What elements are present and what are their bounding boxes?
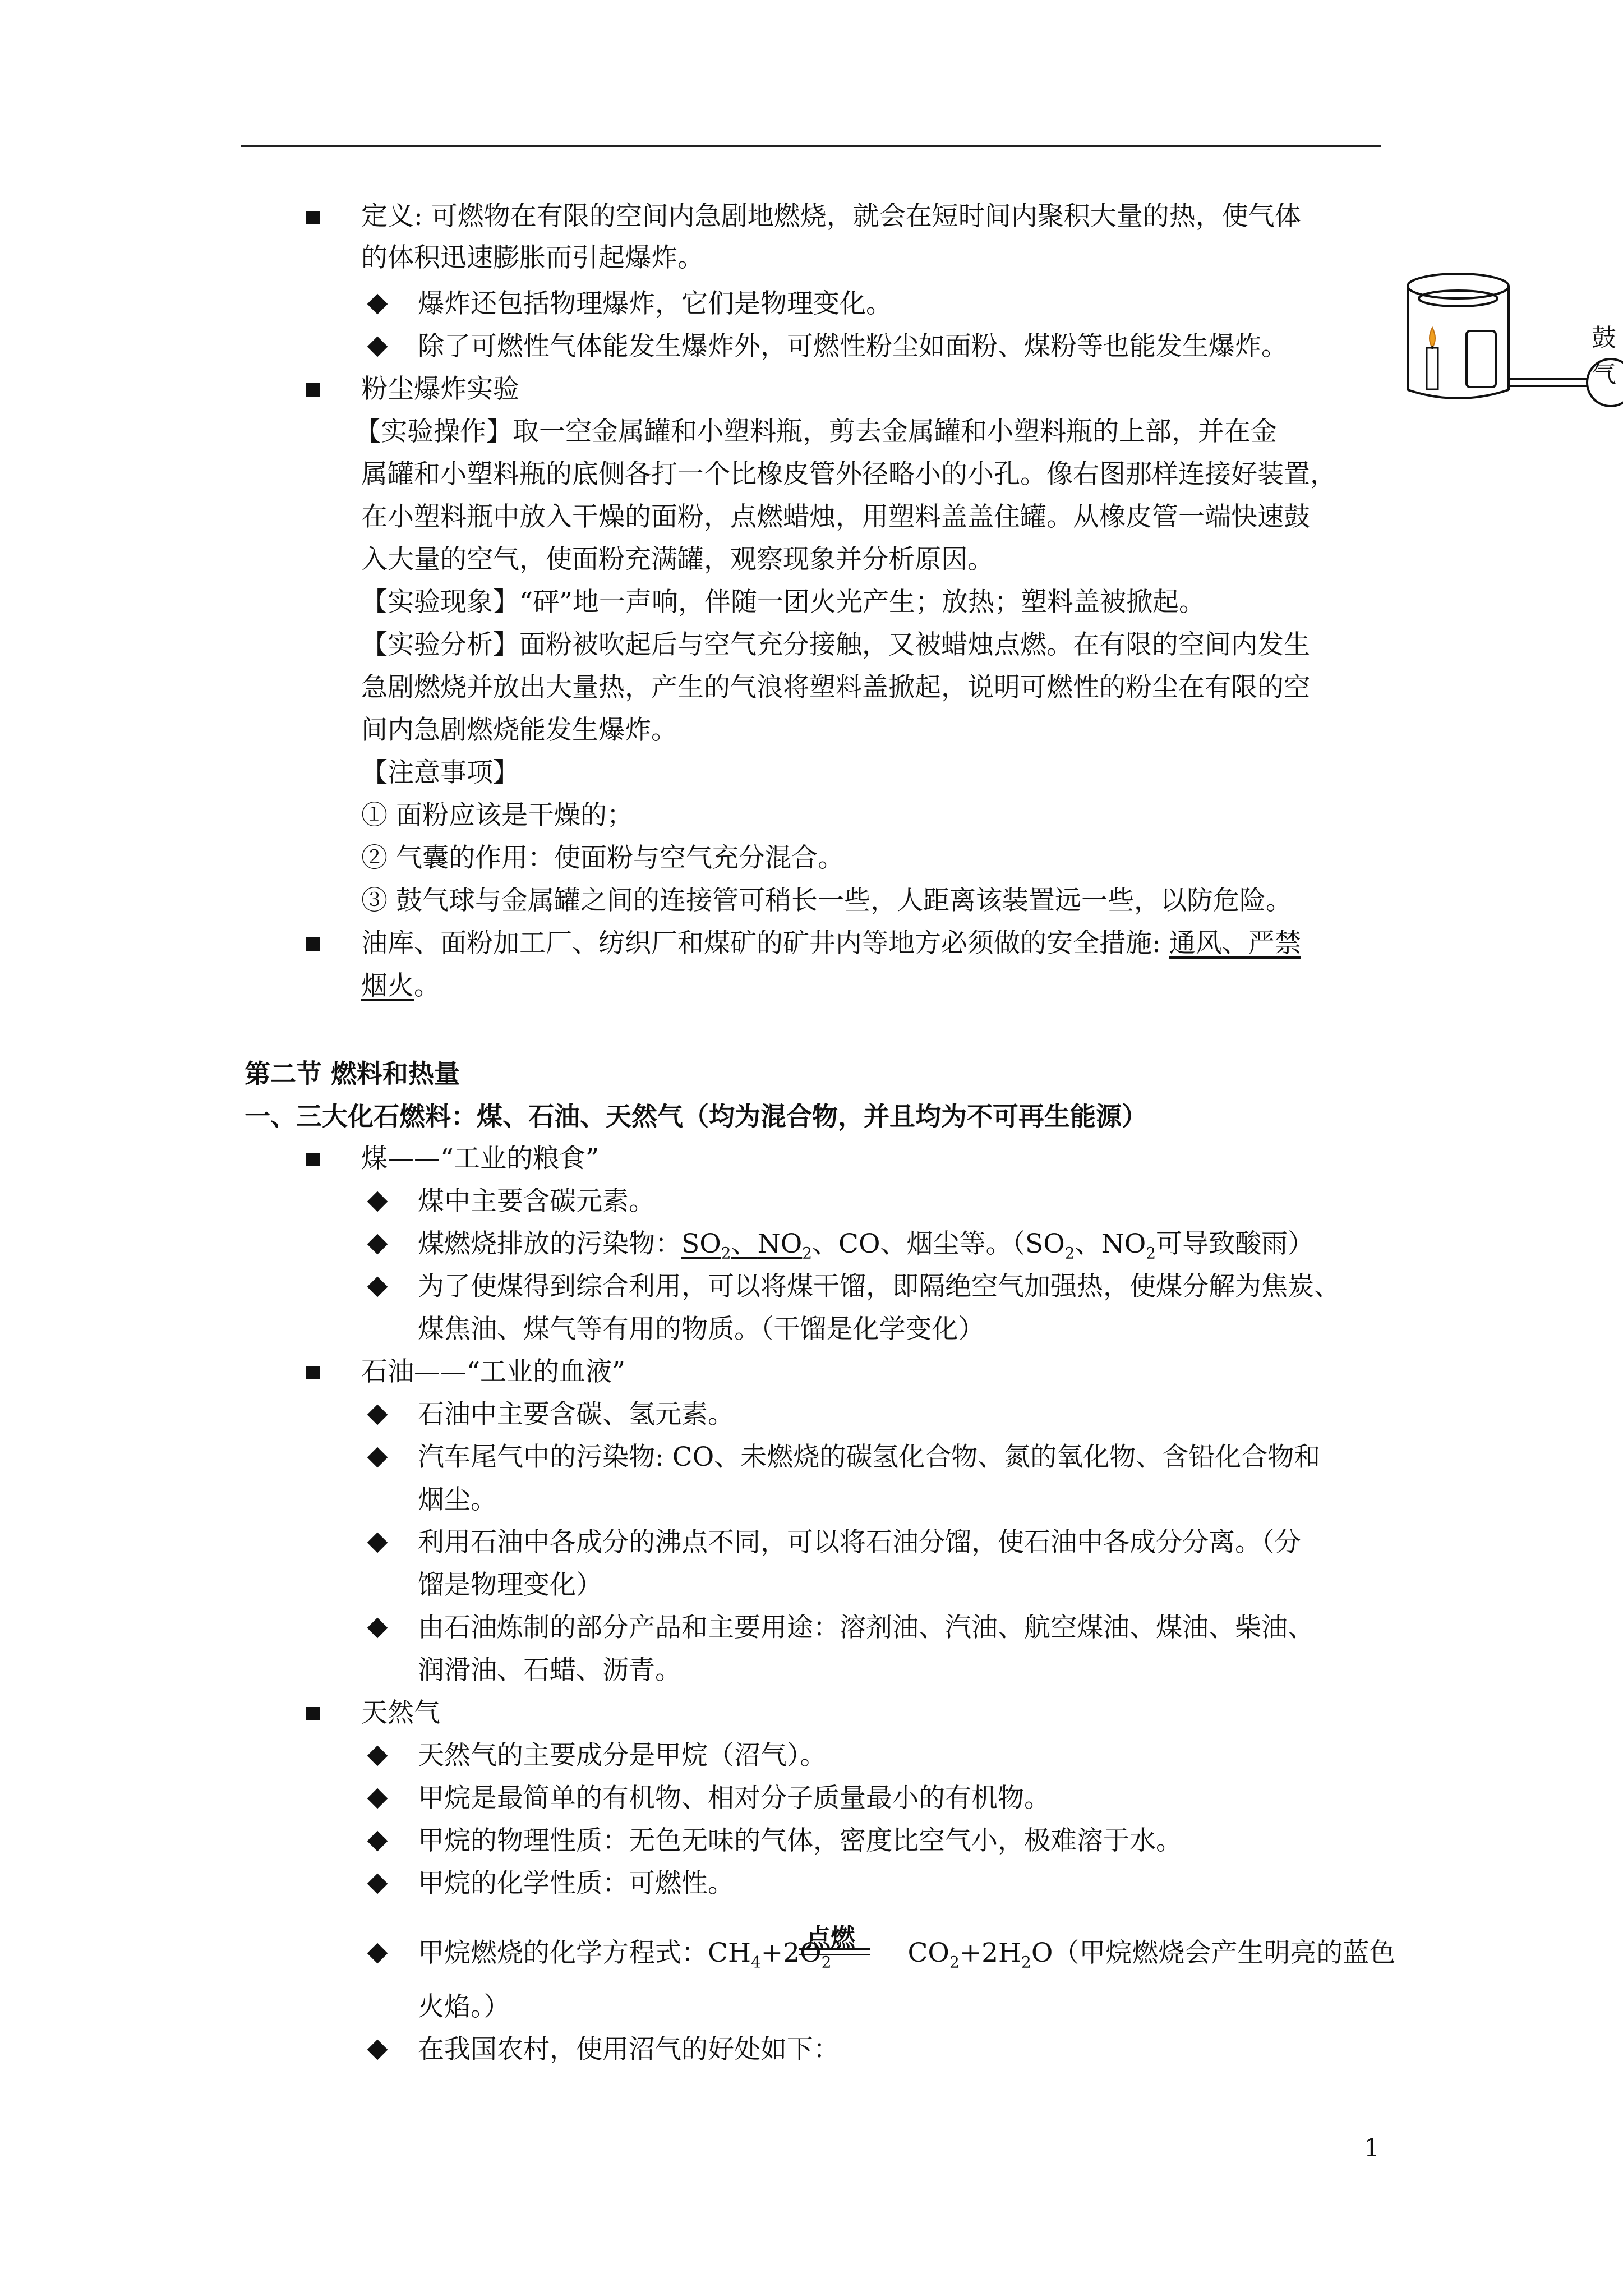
coal-item: 为了使煤得到综合利用，可以将煤干馏，即隔绝空气加强热，使煤分解为焦炭、 (418, 1271, 1340, 1302)
oil-item: 利用石油中各成分的沸点不同，可以将石油分馏，使石油中各成分分离。（分 (418, 1527, 1301, 1558)
note-item: 除了可燃性气体能发生爆炸外，可燃性粉尘如面粉、煤粉等也能发生爆炸。 (418, 331, 1288, 362)
operation-line: 入大量的空气，使面粉充满罐，观察现象并分析原因。 (361, 544, 994, 575)
dust-explosion-apparatus-figure (1402, 269, 1623, 415)
oil-item: 烟尘。 (418, 1484, 497, 1515)
operation-line: 【实验操作】取一空金属罐和小塑料瓶，剪去金属罐和小塑料瓶的上部，并在金 (354, 416, 1277, 447)
diamond-bullet-icon (367, 337, 388, 357)
safety-line: 烟火。 (361, 970, 440, 1001)
diamond-bullet-icon (367, 294, 388, 315)
coal-pollutant-line: 煤燃烧排放的污染物：$SO_2$、$NO_2$、CO、烟尘等。（$SO_2$、$NO_2$可导致酸雨） (418, 1228, 1315, 1263)
diamond-bullet-icon (367, 1874, 388, 1894)
safety-line: 油库、面粉加工厂、纺织厂和煤矿的矿井内等地方必须做的安全措施: 通风、严禁 (361, 928, 1301, 959)
gas-item: 在我国农村，使用沼气的好处如下： (418, 2034, 840, 2065)
gas-item: 甲烷的化学性质：可燃性。 (418, 1868, 734, 1899)
caution-item: ① 面粉应该是干燥的； (361, 800, 633, 831)
header-rule (241, 145, 1381, 147)
section-subtitle: 一、三大化石燃料：煤、石油、天然气（均为混合物，并且均为不可再生能源） (245, 1101, 1147, 1131)
square-bullet-icon (306, 211, 320, 224)
diamond-bullet-icon (367, 1533, 388, 1553)
diamond-bullet-icon (367, 1405, 388, 1425)
oil-item: 由石油炼制的部分产品和主要用途：溶剂油、汽油、航空煤油、煤油、柴油、 (418, 1612, 1314, 1643)
page-number: 1 (1364, 2134, 1380, 2162)
caution-title: 【注意事项】 (361, 757, 519, 788)
figure-label: 鼓气 (1592, 324, 1616, 388)
oil-item: 石油中主要含碳、氢元素。 (418, 1399, 734, 1430)
square-bullet-icon (306, 1153, 320, 1166)
gas-item: 天然气的主要成分是甲烷（沼气）。 (418, 1740, 827, 1771)
square-bullet-icon (306, 383, 320, 397)
square-bullet-icon (306, 1366, 320, 1379)
diamond-bullet-icon (367, 1234, 388, 1255)
square-bullet-icon (306, 937, 320, 951)
gas-title: 天然气 (361, 1697, 440, 1728)
phenomenon-line: 【实验现象】“砰”地一声响，伴随一团火光产生；放热；塑料盖被掀起。 (361, 587, 1206, 618)
gas-item: 甲烷是最简单的有机物、相对分子质量最小的有机物。 (418, 1783, 1050, 1814)
diamond-bullet-icon (367, 2040, 388, 2060)
note-item: 爆炸还包括物理爆炸，它们是物理变化。 (418, 288, 892, 319)
coal-item: 煤中主要含碳元素。 (418, 1186, 655, 1217)
definition-line: 的体积迅速膨胀而引起爆炸。 (361, 242, 704, 273)
coal-item: 煤焦油、煤气等有用的物质。（干馏是化学变化） (418, 1314, 985, 1345)
oil-item: 馏是物理变化） (418, 1570, 602, 1600)
diamond-bullet-icon (367, 1447, 388, 1468)
methane-equation: 甲烷燃烧的化学方程式：$CH_4+2O_2$ $CO_2+2H_2O$（甲烷燃烧会产生明亮的蓝色 (418, 1938, 1396, 1972)
dust-experiment-title: 粉尘爆炸实验 (361, 374, 519, 404)
oil-item: 润滑油、石蜡、沥青。 (418, 1655, 681, 1686)
square-bullet-icon (306, 1707, 320, 1720)
diamond-bullet-icon (367, 1943, 388, 1964)
analysis-line: 【实验分析】面粉被吹起后与空气充分接触，又被蜡烛点燃。在有限的空间内发生 (361, 629, 1310, 660)
analysis-line: 间内急剧燃烧能发生爆炸。 (361, 715, 677, 746)
gas-item: 甲烷的物理性质：无色无味的气体，密度比空气小，极难溶于水。 (418, 1825, 1182, 1856)
diamond-bullet-icon (367, 1191, 388, 1212)
diamond-bullet-icon (367, 1831, 388, 1852)
diamond-bullet-icon (367, 1277, 388, 1297)
equation-equals-sign (799, 1954, 870, 1955)
caution-item: ③ 鼓气球与金属罐之间的连接管可稍长一些，人距离该装置远一些，以防危险。 (361, 885, 1292, 916)
analysis-line: 急剧燃烧并放出大量热，产生的气浪将塑料盖掀起，说明可燃性的粉尘在有限的空 (361, 672, 1310, 703)
oil-title: 石油——“工业的血液” (361, 1356, 626, 1387)
caution-item: ② 气囊的作用：使面粉与空气充分混合。 (361, 843, 844, 873)
diamond-bullet-icon (367, 1788, 388, 1809)
operation-line: 在小塑料瓶中放入干燥的面粉，点燃蜡烛，用塑料盖盖住罐。从橡皮管一端快速鼓 (361, 501, 1310, 532)
diamond-bullet-icon (367, 1618, 388, 1639)
diamond-bullet-icon (367, 1746, 388, 1766)
section-title: 第二节 燃料和热量 (245, 1059, 460, 1089)
gas-item: 火焰。） (418, 1991, 510, 2022)
coal-title: 煤——“工业的粮食” (361, 1143, 600, 1174)
equation-equals-sign (799, 1948, 870, 1950)
definition-line: 定义: 可燃物在有限的空间内急剧地燃烧，就会在短时间内聚积大量的热，使气体 (361, 201, 1301, 232)
reaction-condition: 点燃 (806, 1924, 855, 1952)
oil-item: 汽车尾气中的污染物: CO、未燃烧的碳氢化合物、氮的氧化物、含铅化合物和 (418, 1442, 1321, 1473)
operation-line: 属罐和小塑料瓶的底侧各打一个比橡皮管外径略小的小孔。像右图那样连接好装置， (361, 459, 1336, 490)
